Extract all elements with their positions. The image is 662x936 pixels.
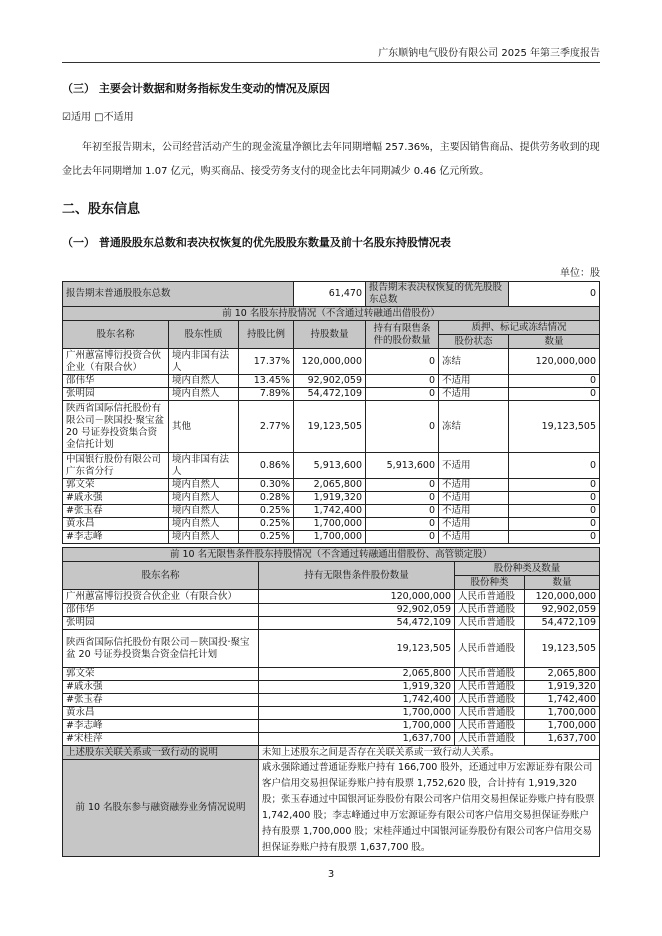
table-row bbox=[63, 492, 600, 505]
table-row bbox=[63, 668, 600, 681]
table-cell: 19,123,505 bbox=[294, 401, 366, 453]
table-row bbox=[63, 349, 600, 375]
table-cell: 0 bbox=[366, 531, 439, 544]
shareholder-name: 中国银行股份有限公司广东省分行 bbox=[63, 453, 169, 479]
table-cell: 境内自然人 bbox=[169, 479, 239, 492]
table-cell: 92,902,059 bbox=[259, 604, 455, 617]
table-cell: 1,742,400 bbox=[525, 694, 600, 707]
table-cell: 其他 bbox=[169, 401, 239, 453]
table-cell: 19,123,505 bbox=[509, 401, 600, 453]
table-cell: 19,123,505 bbox=[525, 630, 600, 668]
shareholder-name: #宋桂萍 bbox=[63, 733, 259, 746]
table-cell: 0.30% bbox=[239, 479, 294, 492]
table-cell: 人民币普通股 bbox=[455, 590, 525, 604]
summary-row bbox=[63, 282, 600, 307]
table-cell: 0 bbox=[366, 505, 439, 518]
table-cell: 1,742,400 bbox=[259, 694, 455, 707]
shareholder-name: #李志峰 bbox=[63, 531, 169, 544]
table-row bbox=[63, 518, 600, 531]
table-cell: 不适用 bbox=[439, 388, 509, 401]
col-header: 股东性质 bbox=[169, 321, 239, 349]
table-cell: 54,472,109 bbox=[525, 617, 600, 630]
table-row bbox=[63, 531, 600, 544]
table-cell: 0 bbox=[366, 375, 439, 388]
table-row bbox=[63, 479, 600, 492]
table-cell: 7.89% bbox=[239, 388, 294, 401]
table-cell: 1,742,400 bbox=[294, 505, 366, 518]
shareholder-name: #张玉春 bbox=[63, 505, 169, 518]
unrestricted-title: 前 10 名无限售条件股东持股情况（不含通过转融通出借股份、高管锁定股） bbox=[63, 548, 600, 562]
col-header: 股东名称 bbox=[63, 321, 169, 349]
col-header: 股东名称 bbox=[63, 562, 259, 590]
table-cell: 0.25% bbox=[239, 505, 294, 518]
table-cell: 17.37% bbox=[239, 349, 294, 375]
table-cell: 92,902,059 bbox=[525, 604, 600, 617]
shareholder-name: 张明园 bbox=[63, 388, 169, 401]
table-cell: 1,919,320 bbox=[525, 681, 600, 694]
col-header: 持有无限售条件股份数量 bbox=[259, 562, 455, 590]
table-cell: 0 bbox=[509, 479, 600, 492]
table-cell: 0 bbox=[366, 388, 439, 401]
table-cell: 不适用 bbox=[439, 479, 509, 492]
table-cell: 0 bbox=[366, 401, 439, 453]
top10-shareholders-table bbox=[62, 281, 600, 544]
col-header: 数量 bbox=[509, 335, 600, 349]
table-cell: 120,000,000 bbox=[259, 590, 455, 604]
shareholder-name: #戚永强 bbox=[63, 681, 259, 694]
col-header: 质押、标记或冻结情况 bbox=[439, 321, 600, 335]
related-label: 上述股东关联关系或一致行动的说明 bbox=[63, 746, 259, 760]
table-cell: 境内自然人 bbox=[169, 531, 239, 544]
col-header: 持股比例 bbox=[239, 321, 294, 349]
table-cell: 5,913,600 bbox=[366, 453, 439, 479]
pref-holders-value: 0 bbox=[509, 282, 600, 307]
table-row bbox=[63, 604, 600, 617]
col-header: 持股数量 bbox=[294, 321, 366, 349]
table-cell: 54,472,109 bbox=[259, 617, 455, 630]
table-cell: 0.28% bbox=[239, 492, 294, 505]
table-cell: 1,637,700 bbox=[525, 733, 600, 746]
table-cell: 0 bbox=[366, 518, 439, 531]
table-cell: 不适用 bbox=[439, 531, 509, 544]
pref-holders-label: 报告期末表决权恢复的优先股股东总数 bbox=[366, 282, 509, 307]
table-cell: 境内自然人 bbox=[169, 388, 239, 401]
table-cell: 境内非国有法人 bbox=[169, 349, 239, 375]
unrestricted-shareholders-table bbox=[62, 547, 600, 857]
table-cell: 不适用 bbox=[439, 375, 509, 388]
table-cell: 0.25% bbox=[239, 531, 294, 544]
shareholder-name: #戚永强 bbox=[63, 492, 169, 505]
table-cell: 不适用 bbox=[439, 518, 509, 531]
shareholder-name: 陕西省国际信托股份有限公司－陕国投·聚宝盆 20 号证券投资集合资金信托计划 bbox=[63, 401, 169, 453]
table-cell: 人民币普通股 bbox=[455, 694, 525, 707]
table-cell: 1,700,000 bbox=[525, 720, 600, 733]
shareholder-section-title: 二、股东信息 bbox=[62, 202, 141, 217]
table-cell: 0 bbox=[509, 388, 600, 401]
col-header: 股份种类及数量 bbox=[455, 562, 600, 576]
unit-label: 单位：股 bbox=[560, 268, 600, 279]
col-header: 持有有限售条件的股份数量 bbox=[366, 321, 439, 349]
shareholder-name: 郭文荣 bbox=[63, 668, 259, 681]
table-cell: 人民币普通股 bbox=[455, 707, 525, 720]
page-number: 3 bbox=[327, 869, 335, 880]
page-header bbox=[62, 38, 600, 63]
table-cell: 2.77% bbox=[239, 401, 294, 453]
table-row bbox=[63, 388, 600, 401]
table-cell: 不适用 bbox=[439, 492, 509, 505]
table-row bbox=[63, 590, 600, 604]
shareholder-name: 陕西省国际信托股份有限公司－陕国投·聚宝盆 20 号证券投资集合资金信托计划 bbox=[63, 630, 259, 668]
table-cell: 冻结 bbox=[439, 349, 509, 375]
table-cell: 人民币普通股 bbox=[455, 604, 525, 617]
shareholder-name: 黄永昌 bbox=[63, 707, 259, 720]
table-row bbox=[63, 733, 600, 746]
cashflow-paragraph: 年初至报告期末，公司经营活动产生的现金流量净额比去年同期增幅 257.36%，主要因销售商品、提供劳务收到的现金比去年同期增加 1.07 亿元，购买商品、接受劳务支付的现金比去年同期减少 0.46 亿元所致。 bbox=[62, 142, 600, 177]
table-cell: 1,700,000 bbox=[259, 720, 455, 733]
table-row bbox=[63, 505, 600, 518]
table-cell: 120,000,000 bbox=[294, 349, 366, 375]
margin-label: 前 10 名股东参与融资融券业务情况说明 bbox=[63, 760, 259, 857]
table-cell: 5,913,600 bbox=[294, 453, 366, 479]
section-3-title: （三） 主要会计数据和财务指标发生变动的情况及原因 bbox=[62, 82, 330, 95]
table-cell: 0.86% bbox=[239, 453, 294, 479]
table-cell: 0 bbox=[509, 505, 600, 518]
header-title: 广东顺钠电气股份有限公司 2025 年第三季度报告 bbox=[378, 48, 600, 59]
table-cell: 境内自然人 bbox=[169, 492, 239, 505]
table-cell: 0 bbox=[366, 492, 439, 505]
col-header: 股份状态 bbox=[439, 335, 509, 349]
col-header: 数量 bbox=[525, 576, 600, 590]
table-cell: 0 bbox=[366, 479, 439, 492]
table-cell: 人民币普通股 bbox=[455, 720, 525, 733]
table-row bbox=[63, 720, 600, 733]
table-cell: 1,919,320 bbox=[294, 492, 366, 505]
table-cell: 0 bbox=[509, 518, 600, 531]
shareholder-name: #李志峰 bbox=[63, 720, 259, 733]
table-row bbox=[63, 630, 600, 668]
table-cell: 0 bbox=[509, 453, 600, 479]
table-row bbox=[63, 375, 600, 388]
col-header: 股份种类 bbox=[455, 576, 525, 590]
related-row bbox=[63, 746, 600, 760]
shareholder-subsection-title: （一） 普通股股东总数和表决权恢复的优先股股东数量及前十名股东持股情况表 bbox=[62, 236, 451, 249]
table-cell: 人民币普通股 bbox=[455, 617, 525, 630]
applicable-checkbox-line: ☑适用 □不适用 bbox=[62, 112, 134, 123]
table-row bbox=[63, 453, 600, 479]
shareholder-name: 张明园 bbox=[63, 617, 259, 630]
table-cell: 120,000,000 bbox=[509, 349, 600, 375]
table-cell: 1,700,000 bbox=[294, 531, 366, 544]
common-holders-label: 报告期末普通股股东总数 bbox=[63, 282, 294, 307]
table-cell: 13.45% bbox=[239, 375, 294, 388]
table-cell: 1,637,700 bbox=[259, 733, 455, 746]
table-cell: 人民币普通股 bbox=[455, 733, 525, 746]
table-row bbox=[63, 707, 600, 720]
table-cell: 2,065,800 bbox=[294, 479, 366, 492]
table-cell: 境内自然人 bbox=[169, 375, 239, 388]
shareholder-name: #张玉春 bbox=[63, 694, 259, 707]
table-cell: 境内自然人 bbox=[169, 505, 239, 518]
table-cell: 0 bbox=[509, 492, 600, 505]
table-cell: 1,700,000 bbox=[525, 707, 600, 720]
shareholder-name: 广州蕙富博衍投资合伙企业（有限合伙） bbox=[63, 590, 259, 604]
table-row bbox=[63, 681, 600, 694]
table-cell: 境内非国有法人 bbox=[169, 453, 239, 479]
table-cell: 境内自然人 bbox=[169, 518, 239, 531]
table-cell: 0.25% bbox=[239, 518, 294, 531]
shareholder-name: 广州蕙富博衍投资合伙企业（有限合伙） bbox=[63, 349, 169, 375]
common-holders-value: 61,470 bbox=[294, 282, 366, 307]
table-cell: 1,700,000 bbox=[294, 518, 366, 531]
table-row bbox=[63, 401, 600, 453]
margin-row bbox=[63, 760, 600, 857]
shareholder-name: 郭文荣 bbox=[63, 479, 169, 492]
table-cell: 2,065,800 bbox=[259, 668, 455, 681]
table-cell: 120,000,000 bbox=[525, 590, 600, 604]
table-cell: 0 bbox=[509, 375, 600, 388]
related-text: 未知上述股东之间是否存在关联关系或一致行动人关系。 bbox=[259, 746, 600, 760]
margin-text: 戚永强除通过普通证券账户持有 166,700 股外，还通过申万宏源证券有限公司客户信用交易担保证券账户持有股票 1,752,620 股，合计持有 1,919,320 股；张玉春通过中国银河证券股份有限公司客户信用交易担保证券账户持有股票 1,742,400 股；李志峰通过申万宏源证券有限公司客户信用交易担保证券账户持有股票 1,700,000 股；宋桂萍通过中国银河证券股份有限公司客户信用交易担保证券账户持有股票 1,637,700 股。 bbox=[259, 760, 600, 857]
table-cell: 54,472,109 bbox=[294, 388, 366, 401]
table-cell: 19,123,505 bbox=[259, 630, 455, 668]
shareholder-name: 邵伟华 bbox=[63, 604, 259, 617]
table-cell: 2,065,800 bbox=[525, 668, 600, 681]
table-cell: 92,902,059 bbox=[294, 375, 366, 388]
table-cell: 1,700,000 bbox=[259, 707, 455, 720]
table-row bbox=[63, 694, 600, 707]
table-cell: 1,919,320 bbox=[259, 681, 455, 694]
table-cell: 不适用 bbox=[439, 453, 509, 479]
table-cell: 人民币普通股 bbox=[455, 630, 525, 668]
top10-title: 前 10 名股东持股情况（不含通过转融通出借股份） bbox=[63, 307, 600, 321]
table-cell: 冻结 bbox=[439, 401, 509, 453]
table-cell: 0 bbox=[366, 349, 439, 375]
shareholder-name: 邵伟华 bbox=[63, 375, 169, 388]
table-cell: 0 bbox=[509, 531, 600, 544]
table-row bbox=[63, 617, 600, 630]
table-cell: 人民币普通股 bbox=[455, 668, 525, 681]
table-cell: 人民币普通股 bbox=[455, 681, 525, 694]
shareholder-name: 黄永昌 bbox=[63, 518, 169, 531]
table-cell: 不适用 bbox=[439, 505, 509, 518]
